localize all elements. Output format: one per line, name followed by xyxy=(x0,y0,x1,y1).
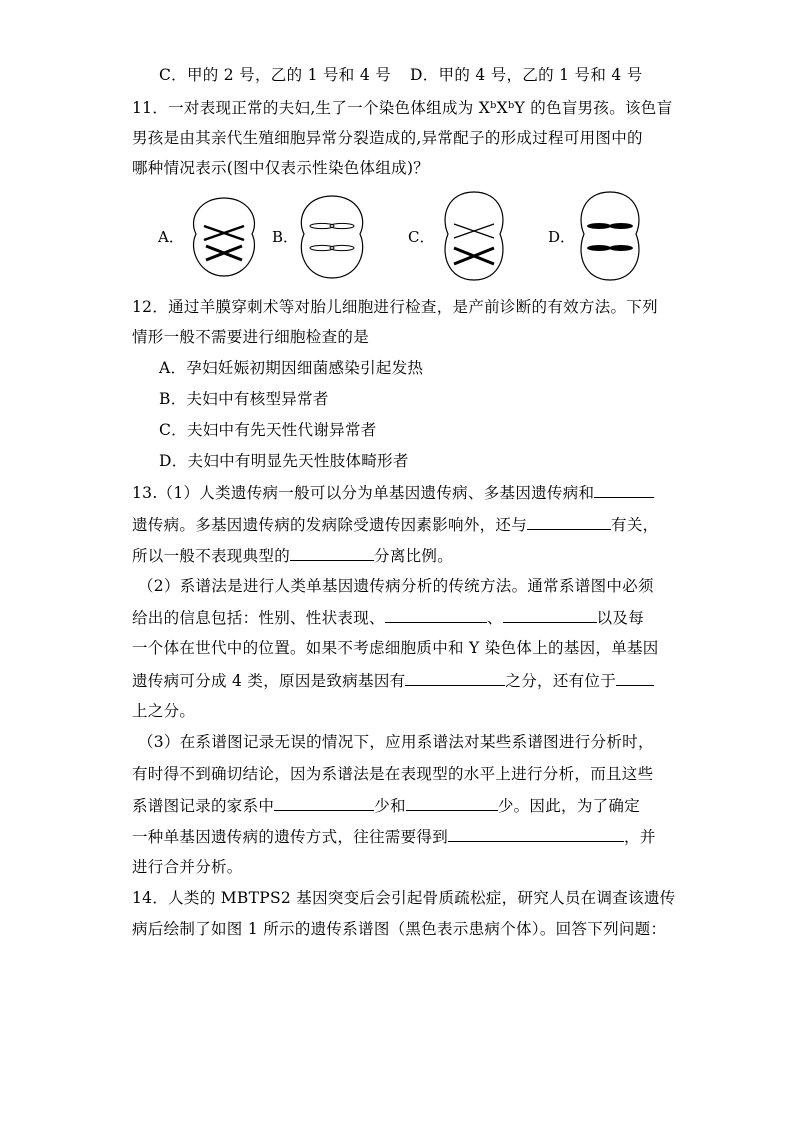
q11-text-line2: 男孩是由其亲代生殖细胞异常分裂造成的,异常配子的形成过程可用图中的 xyxy=(132,129,643,147)
q13-text: 系谱图记录的家系中 xyxy=(132,797,275,815)
q10-option-c: C．甲的 2 号，乙的 1 号和 4 号 xyxy=(159,66,392,84)
q13-p3-line2: 有时得不到确切结论，因为系谱法是在表现型的水平上进行分析，而且这些 xyxy=(132,765,654,783)
q13-p2-line2 xyxy=(132,607,644,628)
q13-p1-line1 xyxy=(132,482,654,503)
q13-p3-line4 xyxy=(132,826,656,847)
option-b-label: B． xyxy=(272,228,299,246)
q13-text: 给出的信息包括：性别、性状表现、 xyxy=(132,609,385,627)
answer-blank[interactable] xyxy=(406,795,498,811)
q12-text-line1: 12．通过羊膜穿刺术等对胎儿细胞进行检查，是产前诊断的有效方法。下列 xyxy=(132,298,658,316)
q13-text: 、 xyxy=(486,609,503,627)
q13-p2-line1: （2）系谱法是进行人类单基因遗传病分析的传统方法。通常系谱图中必须 xyxy=(138,577,654,595)
q10-option-d: D．甲的 4 号，乙的 1 号和 4 号 xyxy=(410,66,643,84)
q12-text-line2: 情形一般不需要进行细胞检查的是 xyxy=(132,328,370,346)
answer-blank[interactable] xyxy=(405,670,505,686)
answer-blank[interactable] xyxy=(290,545,374,561)
q13-p3-line3 xyxy=(132,795,640,816)
answer-blank[interactable] xyxy=(503,607,597,623)
q13-p2-line4 xyxy=(132,670,654,691)
q13-p3-line1: （3）在系谱图记录无误的情况下，应用系谱法对某些系谱图进行分析时， xyxy=(138,733,654,751)
q14-text-line1: 14．人类的 MBTPS2 基因突变后会引起骨质疏松症，研究人员在调查该遗传 xyxy=(132,889,676,907)
q12-option-c: C．夫妇中有先天性代谢异常者 xyxy=(159,421,377,439)
q13-text: 有关， xyxy=(611,516,659,534)
cell-c xyxy=(445,192,503,280)
q13-text: 分离比例。 xyxy=(374,547,454,565)
q11-text-line3: 哪种情况表示(图中仅表示性染色体组成)？ xyxy=(132,159,430,177)
q13-p2-line5: 上之分。 xyxy=(132,702,196,720)
q13-text: 遗传病。多基因遗传病的发病除受遗传因素影响外，还与 xyxy=(132,516,528,534)
q14-text-line2: 病后绘制了如图 1 所示的遗传系谱图（黑色表示患病个体）。回答下列问题： xyxy=(132,920,667,938)
answer-blank[interactable] xyxy=(274,795,374,811)
answer-blank[interactable] xyxy=(594,482,654,498)
q12-option-b: B．夫妇中有核型异常者 xyxy=(159,390,329,408)
q13-p3-line5: 进行合并分析。 xyxy=(132,858,243,876)
q13-text: 少。因此，为了确定 xyxy=(497,797,641,815)
answer-blank[interactable] xyxy=(616,670,654,686)
cell-d xyxy=(581,192,639,280)
q11-text-line1: 11．一对表现正常的夫妇,生了一个染色体组成为 XᵇXᵇY 的色盲男孩。该色盲 xyxy=(132,99,673,117)
q13-text: 遗传病可分成 4 类，原因是致病基因有 xyxy=(132,672,406,690)
cell-a xyxy=(194,198,255,276)
q13-p2-line3: 一个体在世代中的位置。如果不考虑细胞质中和 Y 染色体上的基因，单基因 xyxy=(132,639,659,657)
cell-b xyxy=(301,196,362,278)
option-c-label: C． xyxy=(408,228,435,246)
q13-p1-line2 xyxy=(132,514,658,535)
q13-text: 之分，还有位于 xyxy=(505,672,617,690)
answer-blank[interactable] xyxy=(448,826,624,842)
q11-cell-figure xyxy=(150,188,650,288)
q13-text: 一种单基因遗传病的遗传方式，往往需要得到 xyxy=(132,828,449,846)
option-a-label: A． xyxy=(158,228,184,246)
q13-text: ，并 xyxy=(624,828,656,846)
q13-text: 以及每 xyxy=(596,609,645,627)
q12-option-a: A．孕妇妊娠初期因细菌感染引起发热 xyxy=(159,359,424,377)
answer-blank[interactable] xyxy=(385,607,487,623)
answer-blank[interactable] xyxy=(527,514,611,530)
q13-p1-line3 xyxy=(132,545,453,566)
q12-option-d: D．夫妇中有明显先天性肢体畸形者 xyxy=(159,452,409,470)
q13-text: 所以一般不表现典型的 xyxy=(132,547,291,565)
option-d-label: D． xyxy=(548,228,576,246)
q13-text: 少和 xyxy=(374,797,406,815)
q13-text: 13.（1）人类遗传病一般可以分为单基因遗传病、多基因遗传病和 xyxy=(132,484,595,502)
